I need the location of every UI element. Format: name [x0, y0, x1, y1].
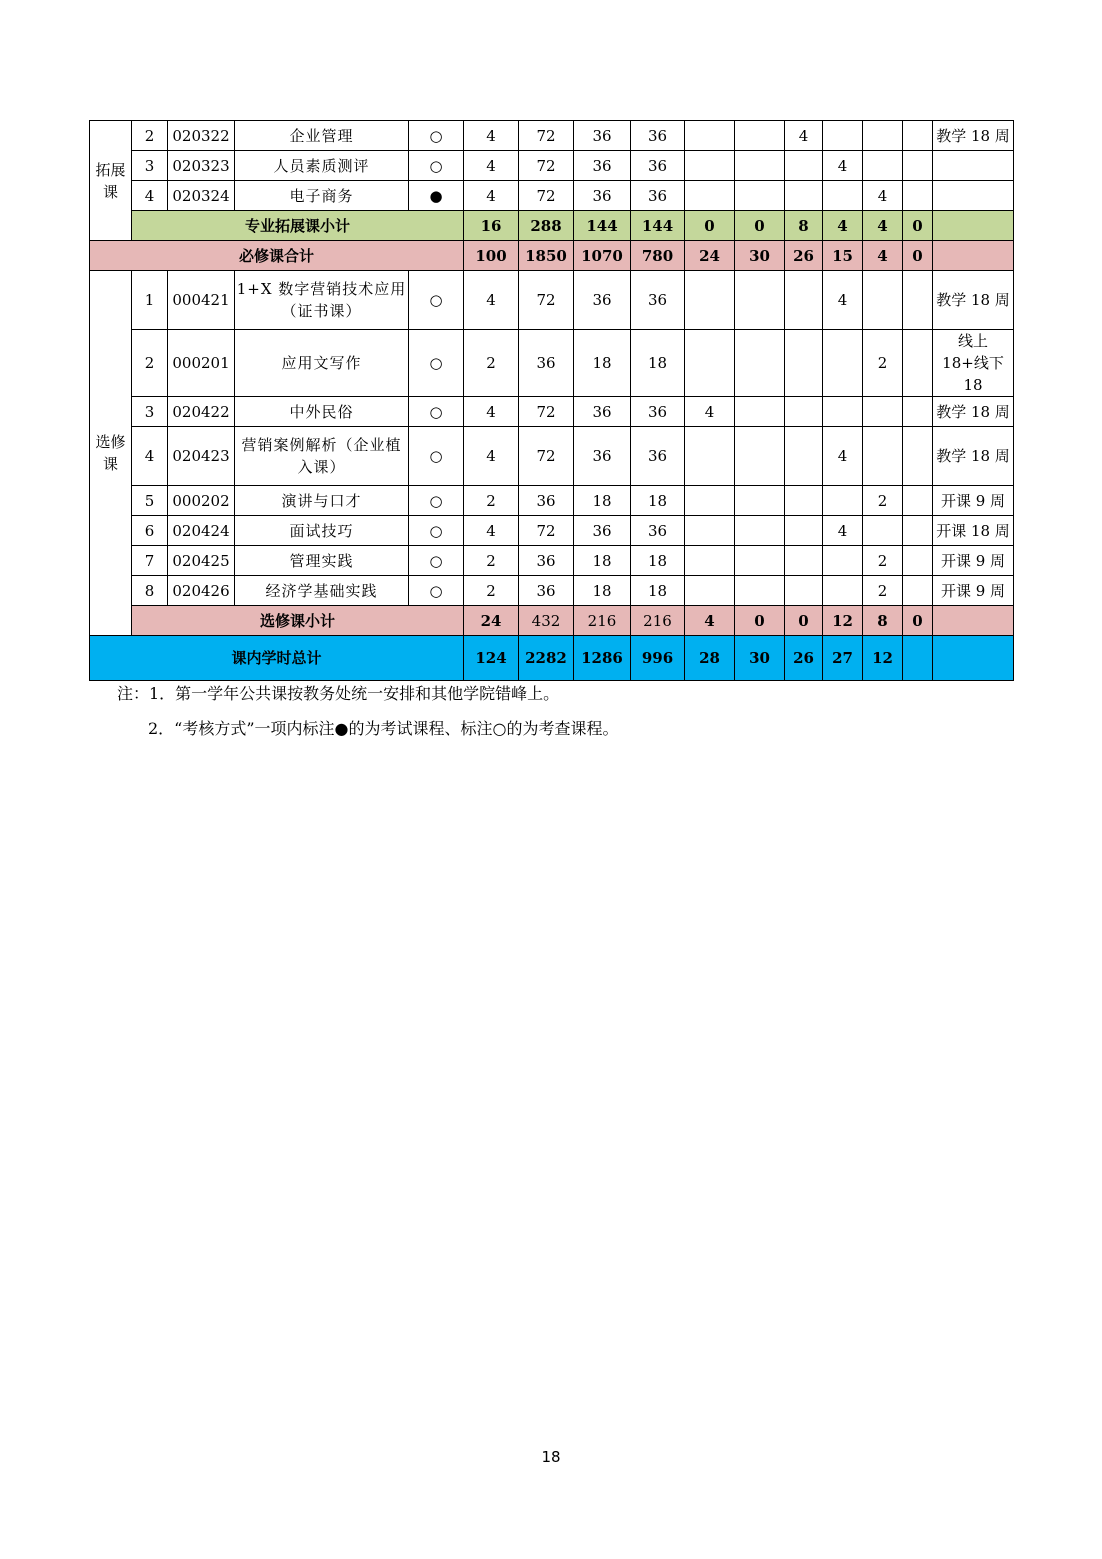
course-code: 000201 — [168, 330, 235, 397]
cell-s3 — [785, 151, 823, 181]
cell-practice: 36 — [631, 181, 685, 211]
cell-theory: 36 — [574, 151, 631, 181]
cell-credits: 4 — [464, 151, 519, 181]
course-name: 面试技巧 — [235, 516, 409, 546]
table-row — [90, 427, 1014, 486]
cell-credits: 4 — [464, 516, 519, 546]
summary-label: 选修课小计 — [132, 606, 464, 636]
cell-s4: 4 — [823, 271, 863, 330]
cell-practice: 36 — [631, 427, 685, 486]
cell-credits: 4 — [464, 427, 519, 486]
summary-s3: 26 — [785, 636, 823, 681]
course-note — [933, 181, 1014, 211]
summary-s2: 30 — [735, 636, 785, 681]
table-row — [90, 181, 1014, 211]
cell-s1 — [685, 330, 735, 397]
cell-s4: 4 — [823, 516, 863, 546]
cell-s4: 4 — [823, 151, 863, 181]
cell-credits: 4 — [464, 121, 519, 151]
course-code: 020422 — [168, 397, 235, 427]
course-code: 020424 — [168, 516, 235, 546]
course-name: 中外民俗 — [235, 397, 409, 427]
cell-practice: 36 — [631, 121, 685, 151]
cell-practice: 18 — [631, 546, 685, 576]
cell-s3: 4 — [785, 121, 823, 151]
cell-s5 — [863, 516, 903, 546]
cell-s2 — [735, 271, 785, 330]
cell-s6 — [903, 271, 933, 330]
course-note: 开课 9 周 — [933, 486, 1014, 516]
cell-s3 — [785, 486, 823, 516]
course-schedule-table — [89, 120, 1014, 681]
cell-s4 — [823, 181, 863, 211]
assessment-mark: ○ — [409, 121, 464, 151]
course-name: 管理实践 — [235, 546, 409, 576]
assessment-mark: ● — [409, 181, 464, 211]
cell-s3 — [785, 427, 823, 486]
cell-s1 — [685, 181, 735, 211]
summary-label: 专业拓展课小计 — [132, 211, 464, 241]
summary-theory: 216 — [574, 606, 631, 636]
summary-s2: 0 — [735, 606, 785, 636]
assessment-mark: ○ — [409, 486, 464, 516]
summary-s5: 4 — [863, 211, 903, 241]
course-note: 教学 18 周 — [933, 121, 1014, 151]
cell-s2 — [735, 576, 785, 606]
cell-theory: 36 — [574, 121, 631, 151]
assessment-mark: ○ — [409, 330, 464, 397]
summary-theory: 1070 — [574, 241, 631, 271]
assessment-mark: ○ — [409, 546, 464, 576]
cell-s5: 2 — [863, 486, 903, 516]
cell-s6 — [903, 516, 933, 546]
elective-subtotal-row — [90, 606, 1014, 636]
cell-s5: 2 — [863, 576, 903, 606]
cell-s1 — [685, 271, 735, 330]
summary-note — [933, 211, 1014, 241]
cell-s6 — [903, 397, 933, 427]
cell-s1 — [685, 486, 735, 516]
cell-s6 — [903, 151, 933, 181]
course-note: 教学 18 周 — [933, 427, 1014, 486]
summary-s3: 0 — [785, 606, 823, 636]
cell-s4 — [823, 576, 863, 606]
cell-theory: 36 — [574, 271, 631, 330]
row-number: 6 — [132, 516, 168, 546]
note-line-1: 注：1．第一学年公共课按教务处统一安排和其他学院错峰上。 — [117, 684, 560, 703]
summary-s1: 24 — [685, 241, 735, 271]
course-name: 企业管理 — [235, 121, 409, 151]
cell-total: 72 — [519, 151, 574, 181]
row-number: 4 — [132, 181, 168, 211]
summary-s4: 15 — [823, 241, 863, 271]
cell-s2 — [735, 181, 785, 211]
assessment-mark: ○ — [409, 397, 464, 427]
course-name: 经济学基础实践 — [235, 576, 409, 606]
course-note: 开课 18 周 — [933, 516, 1014, 546]
summary-s1: 0 — [685, 211, 735, 241]
course-code: 000421 — [168, 271, 235, 330]
summary-s4: 27 — [823, 636, 863, 681]
summary-s5: 12 — [863, 636, 903, 681]
cell-s6 — [903, 427, 933, 486]
cell-s2 — [735, 121, 785, 151]
summary-s5: 8 — [863, 606, 903, 636]
course-name: 营销案例解析（企业植入课） — [235, 427, 409, 486]
course-name: 电子商务 — [235, 181, 409, 211]
category-label: 拓展课 — [90, 121, 132, 241]
table-row — [90, 516, 1014, 546]
cell-credits: 2 — [464, 486, 519, 516]
summary-note — [933, 636, 1014, 681]
summary-s6: 0 — [903, 241, 933, 271]
cell-s2 — [735, 151, 785, 181]
cell-s3 — [785, 576, 823, 606]
summary-total: 1850 — [519, 241, 574, 271]
cell-s6 — [903, 546, 933, 576]
cell-s1 — [685, 427, 735, 486]
cell-s2 — [735, 486, 785, 516]
cell-theory: 36 — [574, 181, 631, 211]
expansion-subtotal-row — [90, 211, 1014, 241]
summary-total: 2282 — [519, 636, 574, 681]
course-note — [933, 151, 1014, 181]
cell-s3 — [785, 516, 823, 546]
cell-practice: 36 — [631, 516, 685, 546]
cell-s4 — [823, 121, 863, 151]
summary-note — [933, 241, 1014, 271]
cell-practice: 36 — [631, 397, 685, 427]
cell-theory: 36 — [574, 397, 631, 427]
course-code: 020322 — [168, 121, 235, 151]
row-number: 4 — [132, 427, 168, 486]
grand-total-row — [90, 636, 1014, 681]
summary-credits: 124 — [464, 636, 519, 681]
course-note: 开课 9 周 — [933, 546, 1014, 576]
table-row — [90, 576, 1014, 606]
table-row — [90, 330, 1014, 397]
cell-practice: 18 — [631, 576, 685, 606]
note-line-2: 2．“考核方式”一项内标注●的为考试课程、标注○的为考查课程。 — [148, 719, 619, 738]
course-code: 020324 — [168, 181, 235, 211]
cell-s1: 4 — [685, 397, 735, 427]
summary-total: 432 — [519, 606, 574, 636]
summary-total: 288 — [519, 211, 574, 241]
cell-s5 — [863, 151, 903, 181]
cell-s5: 2 — [863, 546, 903, 576]
cell-theory: 36 — [574, 516, 631, 546]
cell-s4 — [823, 486, 863, 516]
cell-s3 — [785, 397, 823, 427]
summary-s6 — [903, 636, 933, 681]
table-row — [90, 271, 1014, 330]
cell-theory: 18 — [574, 546, 631, 576]
table-row — [90, 546, 1014, 576]
cell-s6 — [903, 121, 933, 151]
row-number: 5 — [132, 486, 168, 516]
cell-s3 — [785, 546, 823, 576]
cell-credits: 4 — [464, 397, 519, 427]
cell-s4 — [823, 397, 863, 427]
table-row — [90, 121, 1014, 151]
assessment-mark: ○ — [409, 516, 464, 546]
summary-s4: 12 — [823, 606, 863, 636]
assessment-mark: ○ — [409, 427, 464, 486]
cell-s1 — [685, 151, 735, 181]
table-row — [90, 486, 1014, 516]
cell-s4 — [823, 330, 863, 397]
summary-theory: 1286 — [574, 636, 631, 681]
summary-practice: 996 — [631, 636, 685, 681]
cell-s5 — [863, 271, 903, 330]
cell-total: 72 — [519, 516, 574, 546]
cell-theory: 18 — [574, 330, 631, 397]
course-code: 000202 — [168, 486, 235, 516]
cell-credits: 4 — [464, 271, 519, 330]
page-number: 18 — [541, 1448, 561, 1466]
course-code: 020323 — [168, 151, 235, 181]
summary-credits: 16 — [464, 211, 519, 241]
cell-s2 — [735, 427, 785, 486]
summary-label: 必修课合计 — [90, 241, 464, 271]
course-code: 020426 — [168, 576, 235, 606]
cell-s4: 4 — [823, 427, 863, 486]
summary-theory: 144 — [574, 211, 631, 241]
course-name: 1+X 数字营销技术应用（证书课） — [235, 271, 409, 330]
category-label: 选修课 — [90, 271, 132, 636]
row-number: 1 — [132, 271, 168, 330]
summary-credits: 100 — [464, 241, 519, 271]
assessment-mark: ○ — [409, 151, 464, 181]
cell-credits: 4 — [464, 181, 519, 211]
assessment-mark: ○ — [409, 271, 464, 330]
cell-s2 — [735, 546, 785, 576]
cell-theory: 18 — [574, 486, 631, 516]
cell-s3 — [785, 271, 823, 330]
cell-total: 36 — [519, 330, 574, 397]
course-name: 人员素质测评 — [235, 151, 409, 181]
cell-s5 — [863, 427, 903, 486]
row-number: 2 — [132, 330, 168, 397]
cell-s6 — [903, 181, 933, 211]
cell-s1 — [685, 546, 735, 576]
course-note: 线上 18+线下 18 — [933, 330, 1014, 397]
cell-credits: 2 — [464, 546, 519, 576]
cell-total: 72 — [519, 397, 574, 427]
cell-practice: 18 — [631, 486, 685, 516]
cell-practice: 18 — [631, 330, 685, 397]
table-row — [90, 151, 1014, 181]
summary-s1: 28 — [685, 636, 735, 681]
summary-s6: 0 — [903, 211, 933, 241]
cell-total: 72 — [519, 271, 574, 330]
cell-practice: 36 — [631, 271, 685, 330]
cell-total: 72 — [519, 181, 574, 211]
summary-s5: 4 — [863, 241, 903, 271]
cell-s2 — [735, 397, 785, 427]
summary-s2: 0 — [735, 211, 785, 241]
cell-s1 — [685, 516, 735, 546]
cell-s3 — [785, 181, 823, 211]
row-number: 2 — [132, 121, 168, 151]
cell-s5: 4 — [863, 181, 903, 211]
cell-s6 — [903, 576, 933, 606]
cell-credits: 2 — [464, 330, 519, 397]
cell-s5: 2 — [863, 330, 903, 397]
summary-s4: 4 — [823, 211, 863, 241]
cell-s5 — [863, 121, 903, 151]
summary-credits: 24 — [464, 606, 519, 636]
assessment-mark: ○ — [409, 576, 464, 606]
course-note: 开课 9 周 — [933, 576, 1014, 606]
summary-s3: 26 — [785, 241, 823, 271]
cell-credits: 2 — [464, 576, 519, 606]
cell-s3 — [785, 330, 823, 397]
row-number: 3 — [132, 397, 168, 427]
cell-s1 — [685, 121, 735, 151]
cell-total: 72 — [519, 121, 574, 151]
cell-practice: 36 — [631, 151, 685, 181]
cell-s6 — [903, 330, 933, 397]
cell-theory: 18 — [574, 576, 631, 606]
course-name: 演讲与口才 — [235, 486, 409, 516]
row-number: 7 — [132, 546, 168, 576]
cell-s4 — [823, 546, 863, 576]
cell-s5 — [863, 397, 903, 427]
summary-practice: 780 — [631, 241, 685, 271]
summary-practice: 144 — [631, 211, 685, 241]
cell-total: 72 — [519, 427, 574, 486]
cell-total: 36 — [519, 486, 574, 516]
cell-s2 — [735, 516, 785, 546]
cell-total: 36 — [519, 576, 574, 606]
cell-s2 — [735, 330, 785, 397]
course-code: 020423 — [168, 427, 235, 486]
cell-s1 — [685, 576, 735, 606]
row-number: 8 — [132, 576, 168, 606]
cell-theory: 36 — [574, 427, 631, 486]
table-row — [90, 397, 1014, 427]
summary-s6: 0 — [903, 606, 933, 636]
cell-total: 36 — [519, 546, 574, 576]
course-code: 020425 — [168, 546, 235, 576]
summary-practice: 216 — [631, 606, 685, 636]
summary-s1: 4 — [685, 606, 735, 636]
course-name: 应用文写作 — [235, 330, 409, 397]
summary-s3: 8 — [785, 211, 823, 241]
row-number: 3 — [132, 151, 168, 181]
cell-s6 — [903, 486, 933, 516]
summary-s2: 30 — [735, 241, 785, 271]
summary-label: 课内学时总计 — [90, 636, 464, 681]
required-total-row — [90, 241, 1014, 271]
summary-note — [933, 606, 1014, 636]
course-note: 教学 18 周 — [933, 271, 1014, 330]
course-note: 教学 18 周 — [933, 397, 1014, 427]
